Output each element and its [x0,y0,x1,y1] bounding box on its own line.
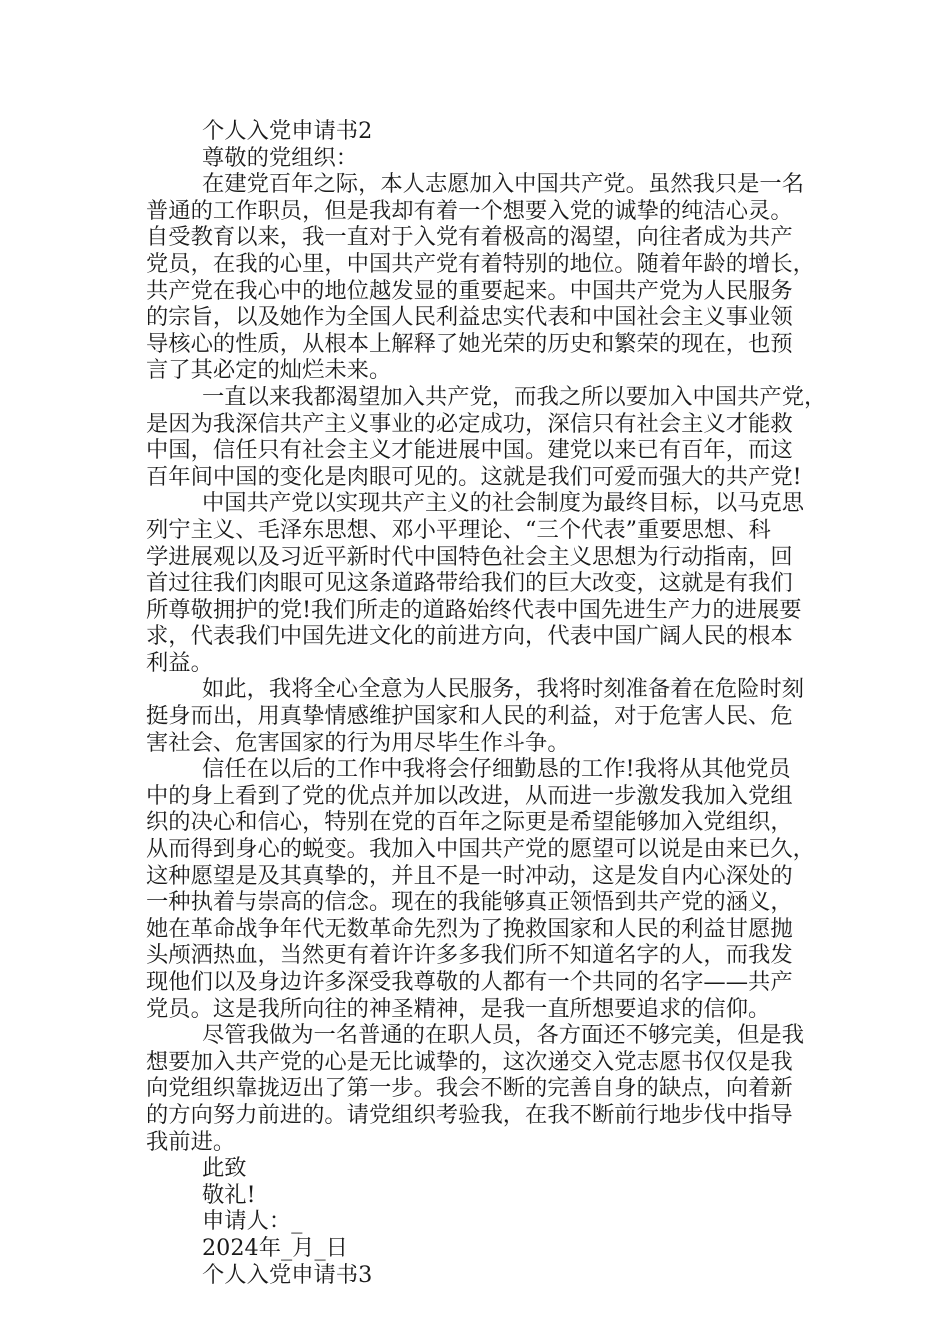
document-line: 导核心的性质，从根本上解释了她光荣的历史和繁荣的现在，也预 [146,330,793,357]
document-line: 是因为我深信共产主义事业的必定成功，深信只有社会主义才能救 [146,410,793,437]
document-line: 个人入党申请书3 [202,1261,373,1288]
document-line: 普通的工作职员，但是我却有着一个想要入党的诚挚的纯洁心灵。 [146,197,793,224]
document-line: 申请人：_ [202,1208,303,1235]
document-line: 一直以来我都渴望加入共产党，而我之所以要加入中国共产党， [202,383,827,410]
document-line: 挺身而出，用真挚情感维护国家和人民的利益，对于危害人民、危 [146,703,793,730]
document-line: 列宁主义、毛泽东思想、邓小平理论、“三个代表”重要思想、科 [146,516,771,543]
document-line: 害社会、危害国家的行为用尽毕生作斗争。 [146,729,570,756]
document-line: 信任在以后的工作中我将会仔细勤恳的工作!我将从其他党员 [202,756,791,783]
document-line: 所尊敬拥护的党!我们所走的道路始终代表中国先进生产力的进展要 [146,596,802,623]
document-line: 此致 [202,1155,247,1182]
document-line: 织的决心和信心，特别在党的百年之际更是希望能够加入党组织， [146,809,793,836]
document-line: 中国，信任只有社会主义才能进展中国。建党以来已有百年，而这 [146,437,793,464]
document-line: 的方向努力前进的。请党组织考验我，在我不断前行地步伐中指导 [146,1101,793,1128]
document-line: 尊敬的党组织： [202,144,359,171]
document-line: 向党组织靠拢迈出了第一步。我会不断的完善自身的缺点，向着新 [146,1075,793,1102]
document-line: 头颅洒热血，当然更有着许许多多我们所不知道名字的人，而我发 [146,942,793,969]
document-line: 2024年_月_日 [202,1234,348,1261]
document-line: 中国共产党以实现共产主义的社会制度为最终目标，以马克思 [202,490,805,517]
document-line: 利益。 [146,649,213,676]
document-line: 在建党百年之际，本人志愿加入中国共产党。虽然我只是一名 [202,171,805,198]
document-line: 百年间中国的变化是肉眼可见的。这就是我们可爱而强大的共产党! [146,463,802,490]
document-line: 自受教育以来，我一直对于入党有着极高的渴望，向往者成为共产 [146,224,793,251]
document-line: 我前进。 [146,1128,236,1155]
document-line: 她在革命战争年代无数革命先烈为了挽救国家和人民的利益甘愿抛 [146,915,793,942]
document-body [146,118,826,1288]
document-line: 尽管我做为一名普通的在职人员，各方面还不够完美，但是我 [202,1022,805,1049]
document-line: 个人入党申请书2 [202,118,373,144]
document-line: 共产党在我心中的地位越发显的重要起来。中国共产党为人民服务 [146,277,793,304]
document-line: 一种执着与崇高的信念。现在的我能够真正领悟到共产党的涵义， [146,889,793,916]
document-line: 从而得到身心的蜕变。我加入中国共产党的愿望可以说是由来已久， [146,836,815,863]
document-line: 如此，我将全心全意为人民服务，我将时刻准备着在危险时刻 [202,676,805,703]
document-line: 言了其必定的灿烂未来。 [146,357,392,384]
document-line: 学进展观以及习近平新时代中国特色社会主义思想为行动指南，回 [146,543,793,570]
document-line: 的宗旨，以及她作为全国人民利益忠实代表和中国社会主义事业领 [146,304,793,331]
document-line: 敬礼! [202,1181,256,1208]
document-line: 党员。这是我所向往的神圣精神，是我一直所想要追求的信仰。 [146,995,771,1022]
document-line: 求，代表我们中国先进文化的前进方向，代表中国广阔人民的根本 [146,623,793,650]
document-line: 中的身上看到了党的优点并加以改进，从而进一步激发我加入党组 [146,782,793,809]
document-line: 党员，在我的心里，中国共产党有着特别的地位。随着年龄的增长， [146,250,815,277]
document-line: 想要加入共产党的心是无比诚挚的，这次递交入党志愿书仅仅是我 [146,1048,793,1075]
document-line: 这种愿望是及其真挚的，并且不是一时冲动，这是发自内心深处的 [146,862,793,889]
document-line: 现他们以及身边许多深受我尊敬的人都有一个共同的名字——共产 [146,969,793,995]
document-line: 首过往我们肉眼可见这条道路带给我们的巨大改变，这就是有我们 [146,570,793,597]
